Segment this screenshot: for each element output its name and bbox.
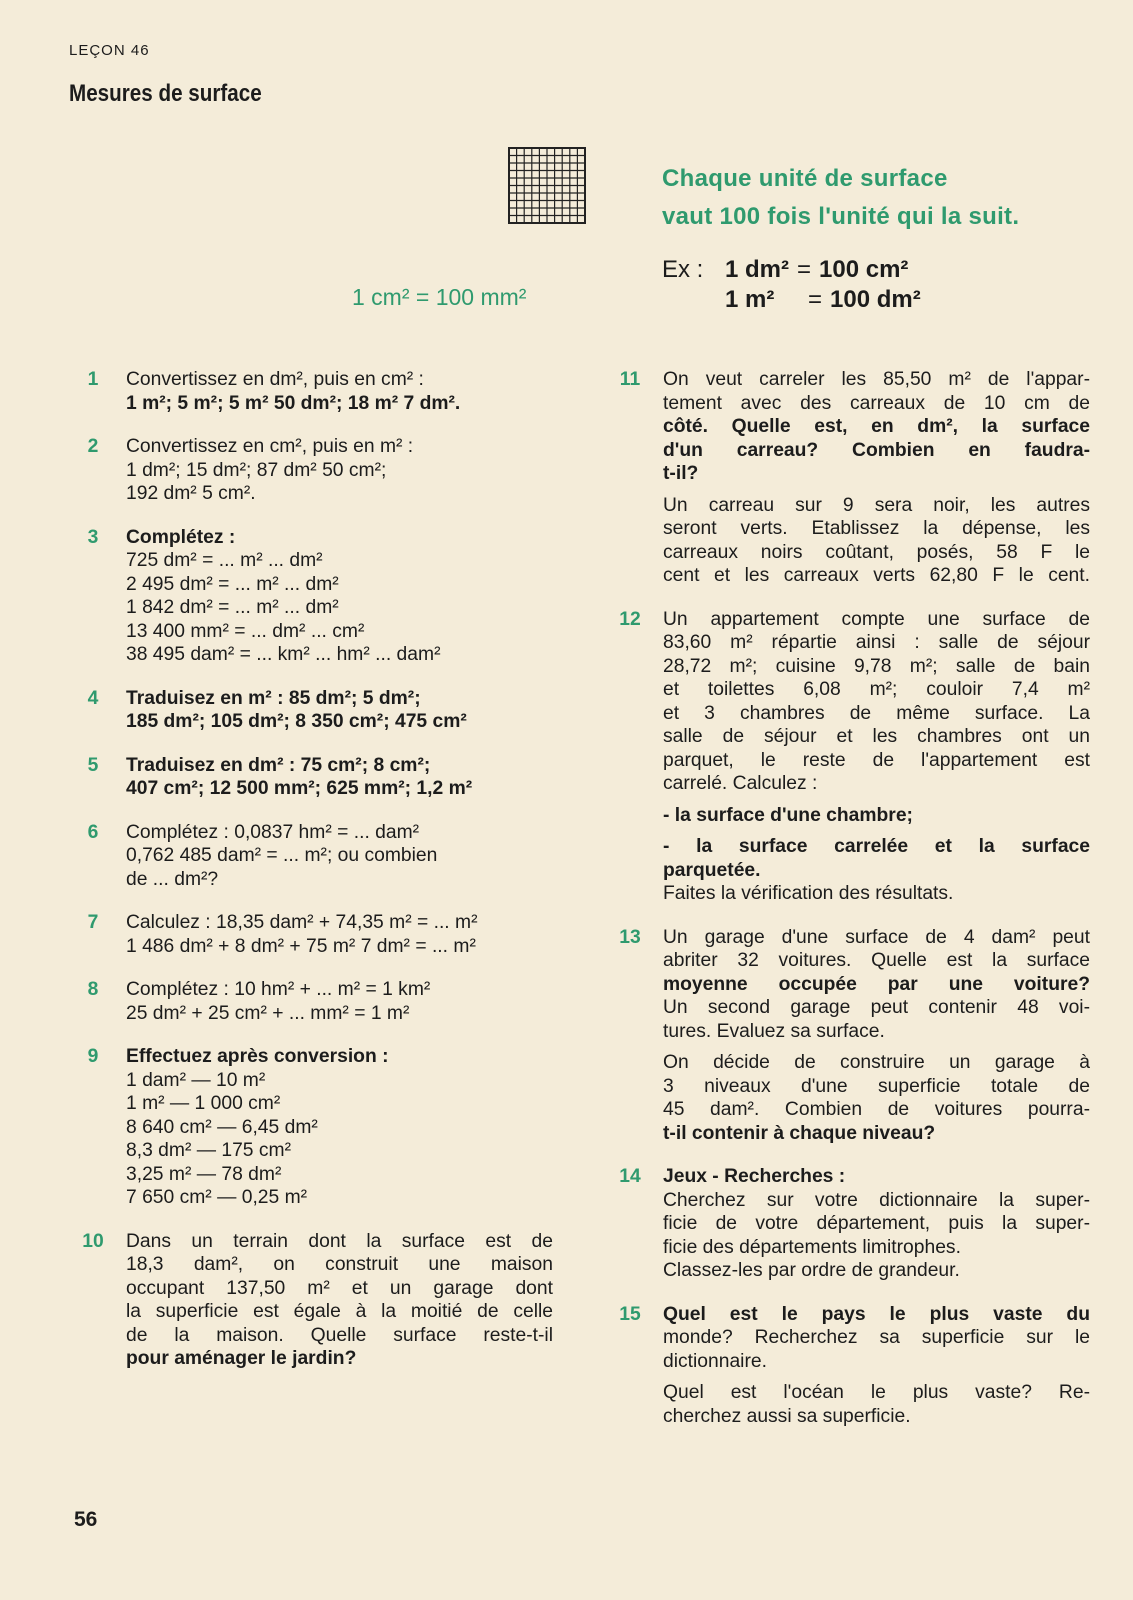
- unit-rule-line-2: vaut 100 fois l'unité qui la suit.: [662, 203, 1020, 230]
- exercise-15: 15 Quel est le pays le plus vaste du monde? Recherchez sa superficie sur le dictionnaire. Quel est l'océan le plus vaste? Re- cherchez aussi sa superficie.: [610, 1303, 1090, 1429]
- exercise-9: 9 Effectuez après conversion : 1 dam² — 10 m² 1 m² — 1 000 cm² 8 640 cm² — 6,45 dm² 8,3 dm² — 175 cm² 3,25 m² — 78 dm² 7 650 cm² — 0,25 m²: [73, 1045, 553, 1210]
- right-column: [610, 368, 1090, 1428]
- exercise-12: 12 Un appartement compte une surface de 83,60 m² répartie ainsi : salle de séjour 28,72 m²; cuisine 9,78 m²; salle de bain et toilettes 6,08 m²; couloir 7,4 m² et 3 chambres de même surface. La salle de séjour et les chambres ont un parquet, le reste de l'appartement est carrelé. Calculez : - la surface d'une chambre; - la surface carrelée et la surface parquetée. Faites la vérification des résultats.: [610, 608, 1090, 906]
- example-row-1: [662, 255, 921, 285]
- exercise-number: 13: [619, 926, 641, 948]
- example-label: Ex :: [662, 256, 704, 283]
- exercise-number: 15: [619, 1303, 641, 1325]
- exercise-number: 12: [619, 608, 641, 630]
- exercise-5: 5 Traduisez en dm² : 75 cm²; 8 cm²; 407 cm²; 12 500 mm²; 625 mm²; 1,2 m²: [73, 754, 553, 801]
- exercise-number: 9: [87, 1046, 99, 1067]
- exercise-number: 5: [87, 754, 99, 776]
- exercise-14: 14 Jeux - Recherches : Cherchez sur votre dictionnaire la super- ficie de votre département, puis la super- ficie des départements limitrophes. Classez-les par ordre de grandeur.: [610, 1165, 1090, 1283]
- example-2-right: 100 dm²: [830, 286, 921, 313]
- exercise-number: 4: [87, 687, 99, 709]
- exercise-number: 1: [87, 369, 99, 390]
- exercise-number: 14: [619, 1166, 641, 1187]
- exercise-number: 11: [619, 369, 641, 390]
- exercise-7: 7 Calculez : 18,35 dam² + 74,35 m² = ... m² 1 486 dm² + 8 dm² + 75 m² 7 dm² = ... m²: [73, 911, 553, 958]
- unit-rule-line-1: Chaque unité de surface: [662, 165, 948, 192]
- figure-equation: 1 cm² = 100 mm²: [352, 284, 527, 310]
- exercise-number: 2: [87, 436, 99, 457]
- unit-rule: [662, 160, 1019, 236]
- lesson-label: LEÇON 46: [69, 42, 150, 59]
- exercise-6: 6 Complétez : 0,0837 hm² = ... dam² 0,762 485 dam² = ... m²; ou combien de ... dm²?: [73, 821, 553, 892]
- example-row-2: [662, 285, 921, 315]
- example-1-right: 100 cm²: [819, 256, 909, 283]
- example-1-equals: =: [797, 256, 812, 283]
- exercise-11: 11 On veut carreler les 85,50 m² de l'appar- tement avec des carreaux de 10 cm de côté. Quelle est, en dm², la surface d'un carreau? Combien en faudra- t-il? Un carreau sur 9 sera noir, les autres seront verts. Etablissez la dépense, les carreaux noirs coûtant, posés, 58 F le cent et les carreaux verts 62,80 F le cent.: [610, 368, 1090, 588]
- exercise-number: 6: [87, 821, 99, 843]
- left-column: [73, 368, 553, 1371]
- grid-icon: [508, 147, 586, 224]
- exercise-3: 3 Complétez : 725 dm² = ... m² ... dm² 2 495 dm² = ... m² ... dm² 1 842 dm² = ... m² ... dm² 13 400 mm² = ... dm² ... cm² 38 495 dam² = ... km² ... hm² ... dam²: [73, 526, 553, 667]
- exercise-10: 10 Dans un terrain dont la surface est de 18,3 dam², on construit une maison occupant 137,50 m² et un garage dont la superficie est égale à la moitié de celle de la maison. Quelle surface reste-t-il pour aménager le jardin?: [73, 1230, 553, 1371]
- exercise-1: 1 Convertissez en dm², puis en cm² : 1 m²; 5 m²; 5 m² 50 dm²; 18 m² 7 dm².: [73, 368, 553, 415]
- example-2-left: 1 m²: [725, 286, 775, 313]
- exercise-number: 10: [82, 1230, 104, 1252]
- exercise-13: 13 Un garage d'une surface de 4 dam² peut abriter 32 voitures. Quelle est la surface moyenne occupée par une voiture? Un second garage peut contenir 48 voi- tures. Evaluez sa surface. On décide de construire un garage à 3 niveaux d'une superficie totale de 45 dam². Combien de voitures pourra- t-il contenir à chaque niveau?: [610, 926, 1090, 1146]
- exercise-2: 2 Convertissez en cm², puis en m² : 1 dm²; 15 dm²; 87 dm² 50 cm²; 192 dm² 5 cm².: [73, 435, 553, 506]
- example-2-equals: =: [808, 286, 823, 313]
- example-block: [662, 255, 921, 315]
- page-number: 56: [74, 1508, 98, 1531]
- example-1-left: 1 dm²: [725, 256, 790, 283]
- exercise-8: 8 Complétez : 10 hm² + ... m² = 1 km² 25 dm² + 25 cm² + ... mm² = 1 m²: [73, 978, 553, 1025]
- exercise-4: 4 Traduisez en m² : 85 dm²; 5 dm²; 185 dm²; 105 dm²; 8 350 cm²; 475 cm²: [73, 687, 553, 734]
- page-title: Mesures de surface: [69, 80, 262, 107]
- exercise-number: 3: [87, 526, 99, 548]
- exercise-number: 7: [87, 912, 99, 933]
- exercise-number: 8: [87, 979, 99, 1000]
